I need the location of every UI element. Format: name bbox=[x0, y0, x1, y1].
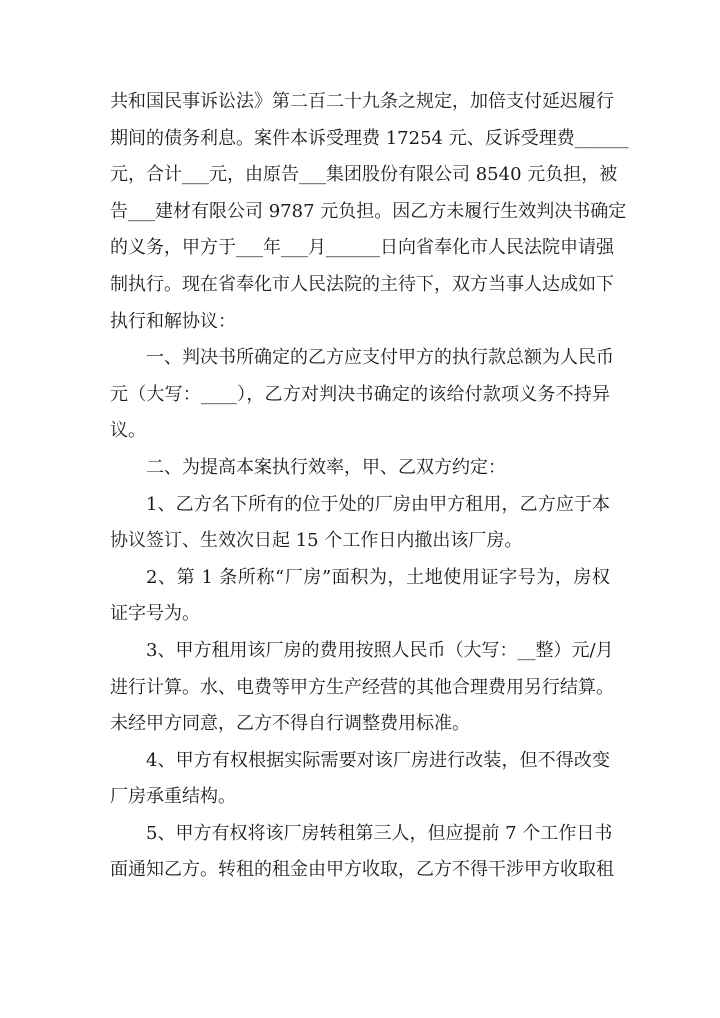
document-text-line: 元，合计___元，由原告___集团股份有限公司 8540 元负担，被 bbox=[110, 164, 618, 186]
document-text-line: 一、判决书所确定的乙方应支付甲方的执行款总额为人民币 bbox=[146, 347, 614, 369]
document-text-line: 二、为提高本案执行效率，甲、乙双方约定： bbox=[146, 456, 506, 478]
document-text-line: 元（大写：____），乙方对判决书确定的该给付款项义务不持异 bbox=[110, 383, 610, 405]
document-text-line: 3、甲方租用该厂房的费用按照人民币（大写：__整）元/月 bbox=[146, 639, 614, 661]
document-text-line: 共和国民事诉讼法》第二百二十九条之规定，加倍支付延迟履行 bbox=[110, 91, 614, 112]
document-body bbox=[110, 84, 629, 889]
document-text-line: 执行和解协议： bbox=[110, 310, 236, 332]
document-text-line: 协议签订、生效次日起 15 个工作日内撤出该厂房。 bbox=[110, 530, 523, 552]
document-text-line: 5、甲方有权将该厂房转租第三人，但应提前 7 个工作日书 bbox=[146, 822, 613, 844]
document-text-line: 4、甲方有权根据实际需要对该厂房进行改装，但不得改变 bbox=[146, 749, 610, 771]
document-text-line: 面通知乙方。转租的租金由甲方收取，乙方不得干涉甲方收取租 bbox=[110, 859, 614, 881]
document-text-line: 进行计算。水、电费等甲方生产经营的其他合理费用另行结算。 bbox=[110, 676, 614, 698]
document-text-line: 厂房承重结构。 bbox=[110, 786, 236, 808]
document-text-line: 1、乙方名下所有的位于处的厂房由甲方租用，乙方应于本 bbox=[146, 493, 610, 515]
document-text-line: 制执行。现在省奉化市人民法院的主待下，双方当事人达成如下 bbox=[110, 273, 614, 295]
document-text-line: 期间的债务利息。案件本诉受理费 17254 元、反诉受理费______ bbox=[110, 127, 629, 149]
document-text-line: 告___建材有限公司 9787 元负担。因乙方未履行生效判决书确定 bbox=[110, 200, 627, 222]
document-text-line: 未经甲方同意，乙方不得自行调整费用标准。 bbox=[110, 713, 470, 735]
document-text-line: 2、第 1 条所称“厂房”面积为，土地使用证字号为，房权 bbox=[146, 566, 610, 588]
document-text-line: 证字号为。 bbox=[110, 603, 200, 625]
document-text-line: 的义务，甲方于___年___月______日向省奉化市人民法院申请强 bbox=[110, 237, 614, 259]
document-text-line: 议。 bbox=[110, 420, 146, 442]
